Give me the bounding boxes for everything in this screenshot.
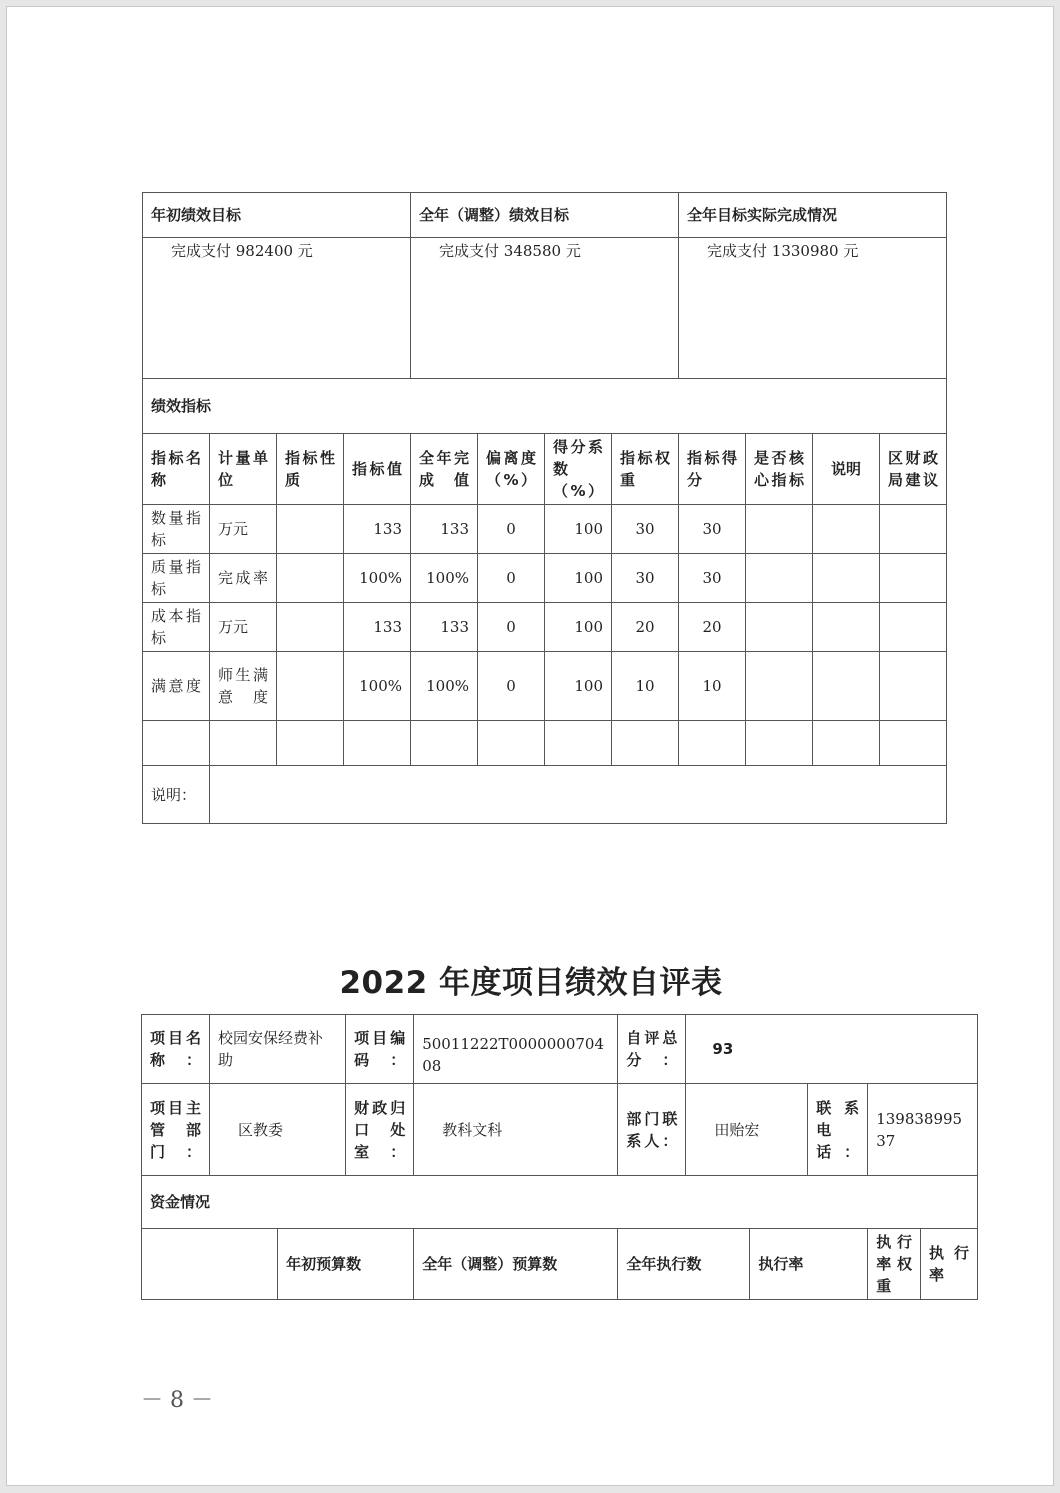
col-score: 指标得分 xyxy=(679,434,746,505)
score-coef: 100 xyxy=(545,652,612,721)
label-project-code: 项目编码： xyxy=(346,1015,414,1084)
score: 30 xyxy=(679,554,746,603)
page-number: － 8 － xyxy=(141,1388,213,1413)
indicator-name: 数量指标 xyxy=(143,505,210,554)
deviation: 0 xyxy=(478,505,545,554)
col-weight: 指标权重 xyxy=(612,434,679,505)
page-title: 2022 年度项目绩效自评表 xyxy=(339,965,723,1001)
deviation: 0 xyxy=(478,603,545,652)
weight: 30 xyxy=(612,554,679,603)
deviation: 0 xyxy=(478,554,545,603)
label-phone: 联系电话： xyxy=(808,1084,868,1176)
indicator-unit: 完成率 xyxy=(210,554,277,603)
score-coef: 100 xyxy=(545,603,612,652)
deviation: 0 xyxy=(478,652,545,721)
indicator-name: 成本指标 xyxy=(143,603,210,652)
note xyxy=(813,554,880,603)
col-finance-suggestion: 区财政局建议 xyxy=(880,434,947,505)
fund-row-label xyxy=(142,1229,278,1300)
weight: 20 xyxy=(612,603,679,652)
score-coef: 100 xyxy=(545,505,612,554)
col-initial-budget: 年初预算数 xyxy=(278,1229,414,1300)
label-contact: 部门联系人： xyxy=(618,1084,686,1176)
indicator-nature xyxy=(277,554,344,603)
project-name-value: 校园安保经费补助 xyxy=(210,1015,346,1084)
col-executed: 全年执行数 xyxy=(618,1229,750,1300)
score: 20 xyxy=(679,603,746,652)
dept-value: 区教委 xyxy=(210,1084,346,1176)
section-performance-indicators: 绩效指标 xyxy=(143,379,947,434)
label-total-score: 自评总分： xyxy=(618,1015,686,1084)
completed-value: 133 xyxy=(411,505,478,554)
project-self-evaluation-table xyxy=(141,1014,978,1300)
indicator-name: 质量指标 xyxy=(143,554,210,603)
empty-row xyxy=(143,721,947,766)
is-core xyxy=(746,554,813,603)
is-core xyxy=(746,505,813,554)
is-core xyxy=(746,652,813,721)
indicator-value: 133 xyxy=(344,603,411,652)
table-row xyxy=(143,603,947,652)
finance-office-value: 教科文科 xyxy=(414,1084,618,1176)
adjusted-target-value: 完成支付 348580 元 xyxy=(411,238,679,379)
table-row xyxy=(143,652,947,721)
note xyxy=(813,505,880,554)
col-nature: 指标性质 xyxy=(277,434,344,505)
finance-suggestion xyxy=(880,554,947,603)
label-finance-office: 财政归口处室： xyxy=(346,1084,414,1176)
header-actual-completion: 全年目标实际完成情况 xyxy=(679,193,947,238)
col-indicator-name: 指标名称 xyxy=(143,434,210,505)
col-note: 说明 xyxy=(813,434,880,505)
finance-suggestion xyxy=(880,603,947,652)
finance-suggestion xyxy=(880,652,947,721)
note xyxy=(813,603,880,652)
indicator-value: 133 xyxy=(344,505,411,554)
score: 30 xyxy=(679,505,746,554)
completed-value: 100% xyxy=(411,554,478,603)
col-execution-rate-weight: 执行率权重 xyxy=(868,1229,921,1300)
performance-indicator-table xyxy=(142,192,947,824)
label-project-name: 项目名称： xyxy=(142,1015,210,1084)
weight: 10 xyxy=(612,652,679,721)
col-unit: 计量单位 xyxy=(210,434,277,505)
initial-target-value: 完成支付 982400 元 xyxy=(143,238,411,379)
note-content xyxy=(210,766,947,824)
col-execution-rate: 执行率 xyxy=(750,1229,868,1300)
indicator-nature xyxy=(277,505,344,554)
completed-value: 133 xyxy=(411,603,478,652)
col-completed-value: 全年完成值 xyxy=(411,434,478,505)
col-deviation: 偏离度（%） xyxy=(478,434,545,505)
section-fund-status: 资金情况 xyxy=(142,1176,978,1229)
col-indicator-value: 指标值 xyxy=(344,434,411,505)
phone-value: 13983899537 xyxy=(868,1084,978,1176)
note-label: 说明： xyxy=(143,766,210,824)
actual-completion-value: 完成支付 1330980 元 xyxy=(679,238,947,379)
total-score-value: 93 xyxy=(686,1015,978,1084)
indicator-value: 100% xyxy=(344,652,411,721)
note xyxy=(813,652,880,721)
weight: 30 xyxy=(612,505,679,554)
col-score-coef: 得分系数（%） xyxy=(545,434,612,505)
score: 10 xyxy=(679,652,746,721)
score-coef: 100 xyxy=(545,554,612,603)
col-adjusted-budget: 全年（调整）预算数 xyxy=(414,1229,618,1300)
indicator-nature xyxy=(277,652,344,721)
col-execution-rate-2: 执行率 xyxy=(921,1229,978,1300)
indicator-name: 满意度 xyxy=(143,652,210,721)
header-adjusted-target: 全年（调整）绩效目标 xyxy=(411,193,679,238)
indicator-value: 100% xyxy=(344,554,411,603)
indicator-unit: 万元 xyxy=(210,505,277,554)
table-row xyxy=(143,554,947,603)
header-initial-target: 年初绩效目标 xyxy=(143,193,411,238)
col-is-core: 是否核心指标 xyxy=(746,434,813,505)
document-page xyxy=(6,6,1054,1486)
finance-suggestion xyxy=(880,505,947,554)
indicator-unit: 师生满意度 xyxy=(210,652,277,721)
is-core xyxy=(746,603,813,652)
project-code-value: 50011222T000000070408 xyxy=(414,1015,618,1084)
indicator-nature xyxy=(277,603,344,652)
label-dept: 项目主管部门： xyxy=(142,1084,210,1176)
indicator-unit: 万元 xyxy=(210,603,277,652)
table-row xyxy=(143,505,947,554)
completed-value: 100% xyxy=(411,652,478,721)
contact-value: 田贻宏 xyxy=(686,1084,808,1176)
